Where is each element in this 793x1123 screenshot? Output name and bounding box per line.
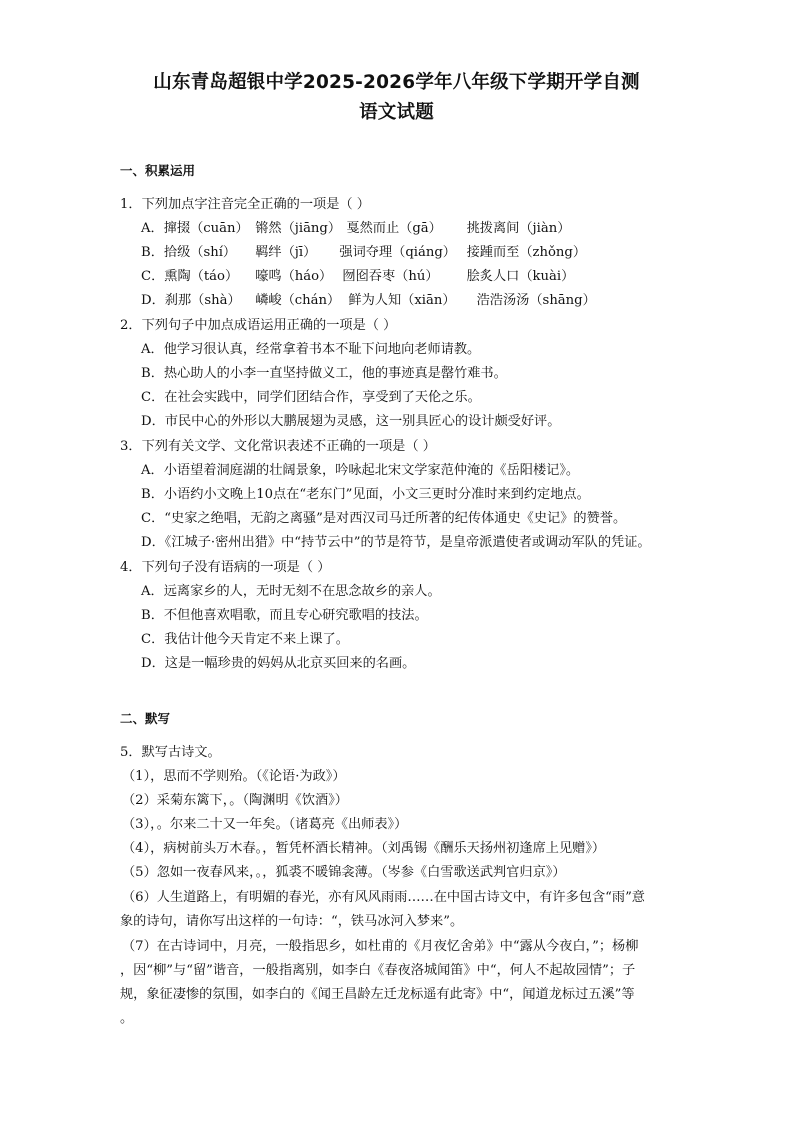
- question-2-stem: 2．下列句子中加点成语运用正确的一项是（ ）: [120, 318, 397, 333]
- exam-title: 山东青岛超银中学2025-2026学年八年级下学期开学自测: [153, 72, 640, 93]
- question-3-option-a: A．小语望着洞庭湖的壮阔景象，吟咏起北宋文学家范仲淹的《岳阳楼记》。: [141, 463, 580, 478]
- question-4-option-c: C．我估计他今天肯定不来上课了。: [141, 632, 349, 647]
- option-part: 浩浩汤汤（shāng）: [476, 293, 596, 308]
- question-5-stem: 5．默写古诗文。: [120, 745, 221, 760]
- option-part: D．刹那（shà）: [141, 293, 241, 308]
- question-4-option-a: A．远离家乡的人，无时无刻不在思念故乡的亲人。: [141, 584, 441, 599]
- option-part: 羁绊（jī）: [255, 245, 317, 260]
- question-3-option-b: B．小语约小文晚上10点在“老东门”见面，小文三更时分准时来到约定地点。: [141, 487, 590, 502]
- question-1-option-c: [141, 265, 574, 284]
- question-2-option-a: A．他学习很认真，经常拿着书本不耻下问地向老师请教。: [141, 342, 481, 357]
- dictation-item-6-line-1: （6）人生道路上，有明媚的春光，亦有风风雨雨……在中国古诗文中，有许多包含“雨”意: [122, 890, 645, 905]
- question-1-option-a: [141, 217, 570, 236]
- dictation-item-2: （2）采菊东篱下，。（陶渊明《饮酒》）: [122, 793, 348, 808]
- section-heading-accumulation: 一、积累运用: [120, 163, 196, 178]
- option-part: C．熏陶（táo）: [141, 269, 239, 284]
- question-1-option-b: [141, 241, 586, 260]
- dictation-item-7-line-2: ，因“柳”与“留”谐音，一般指离别，如李白《春夜洛城闻笛》中“，何人不起故园情”；子: [120, 963, 636, 978]
- question-4-option-d: D．这是一幅珍贵的妈妈从北京买回来的名画。: [141, 656, 416, 671]
- option-part: A．撺掇（cuān）: [141, 221, 249, 236]
- dictation-item-6-line-2: 象的诗句，请你写出这样的一句诗：“，铁马冰河入梦来”。: [120, 914, 464, 929]
- option-part: 挑拨离间（jiàn）: [466, 221, 571, 236]
- option-part: 囫囵吞枣（hú）: [342, 269, 439, 284]
- dictation-item-1: （1），思而不学则殆。（《论语·为政》）: [122, 769, 346, 784]
- question-1-option-d: [141, 289, 596, 308]
- option-part: 强词夺理（qiáng）: [339, 245, 456, 260]
- dictation-item-7-line-1: （7）在古诗词中，月亮，一般指思乡，如杜甫的《月夜忆舍弟》中“露从今夜白，”；杨柳: [122, 939, 639, 954]
- option-part: 戛然而止（gā）: [346, 221, 442, 236]
- question-3-option-d: D．《江城子·密州出猎》中“持节云中”的节是符节，是皇帝派遣使者或调动军队的凭证。: [141, 535, 651, 550]
- option-part: 脍炙人口（kuài）: [466, 269, 575, 284]
- option-part: 接踵而至（zhǒng）: [466, 245, 587, 260]
- dictation-item-4: （4），病树前头万木春。，暂凭杯酒长精神。（刘禹锡《酬乐天扬州初逢席上见赠》）: [122, 841, 606, 856]
- question-3-option-c: C．“史家之绝唱，无韵之离骚”是对西汉司马迁所著的纪传体通史《史记》的赞誉。: [141, 511, 627, 526]
- question-1-stem: 1．下列加点字注音完全正确的一项是（ ）: [120, 197, 370, 212]
- question-4-option-b: B．不但他喜欢唱歌，而且专心研究歌唱的技法。: [141, 608, 428, 623]
- question-4-stem: 4．下列句子没有语病的一项是（ ）: [120, 560, 331, 575]
- question-2-option-d: D．市民中心的外形以大鹏展翅为灵感，这一别具匠心的设计颇受好评。: [141, 414, 561, 429]
- question-3-stem: 3．下列有关文学、文化常识表述不正确的一项是（ ）: [120, 439, 436, 454]
- option-part: 锵然（jiāng）: [255, 221, 342, 236]
- question-2-option-c: C．在社会实践中，同学们团结合作，享受到了天伦之乐。: [141, 390, 481, 405]
- dictation-item-7-line-4: 。: [120, 1011, 134, 1026]
- dictation-item-7-line-3: 规，象征凄惨的氛围，如李白的《闻王昌龄左迁龙标遥有此寄》中“，闻道龙标过五溪”等: [120, 987, 635, 1002]
- section-heading-dictation: 二、默写: [120, 711, 171, 726]
- dictation-item-3: （3），。尔来二十又一年矣。（诸葛亮《出师表》）: [122, 817, 408, 832]
- option-part: 嶙峻（chán）: [255, 293, 341, 308]
- option-part: 鲜为人知（xiān）: [348, 293, 456, 308]
- question-2-option-b: B．热心助人的小李一直坚持做义工，他的事迹真是罄竹难书。: [141, 366, 507, 381]
- exam-subtitle: 语文试题: [359, 102, 434, 123]
- option-part: B．拾级（shí）: [141, 245, 237, 260]
- dictation-item-5: （5）忽如一夜春风来，。，狐裘不暖锦衾薄。（岑参《白雪歌送武判官归京》）: [122, 865, 566, 880]
- option-part: 嚎鸣（háo）: [255, 269, 333, 284]
